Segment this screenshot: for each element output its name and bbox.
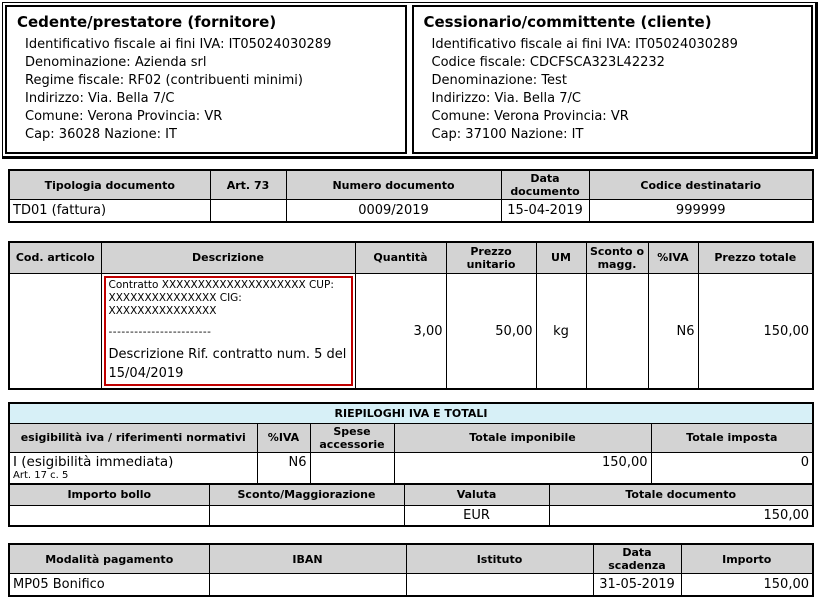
customer-city: Comune: Verona Provincia: VR <box>431 109 629 124</box>
description-text: Descrizione Rif. contratto num. 5 del 15/04/2019 <box>108 347 347 381</box>
header-sconto-magg: Sconto o magg. <box>586 242 648 274</box>
supplier-zip-country: Cap: 36028 Nazione: IT <box>25 127 177 142</box>
cell-sconto-magg <box>586 274 648 390</box>
header-importo: Importo <box>681 544 813 574</box>
customer-denomination: Denominazione: Test <box>431 73 567 88</box>
description-highlight-box <box>104 276 353 386</box>
esigibilita-text: I (esigibilità immediata) <box>13 453 174 470</box>
header-um: UM <box>536 242 586 274</box>
header-valuta: Valuta <box>404 484 549 505</box>
cell-totale-imposta: 0 <box>651 452 813 484</box>
cell-cod-articolo <box>9 274 101 390</box>
header-importo-bollo: Importo bollo <box>9 484 209 505</box>
cell-data-documento: 15-04-2019 <box>501 200 589 222</box>
cell-totale-documento: 150,00 <box>549 505 813 526</box>
description-contract-line: Contratto XXXXXXXXXXXXXXXXXXXX CUP: XXXXXXXXXXXXXXX CIG: XXXXXXXXXXXXXXX <box>108 279 334 317</box>
cell-um: kg <box>536 274 586 390</box>
summary-data-row <box>9 452 813 484</box>
supplier-city: Comune: Verona Provincia: VR <box>25 109 223 124</box>
cell-importo-bollo <box>9 505 209 526</box>
header-tipologia-documento: Tipologia documento <box>9 170 210 200</box>
customer-fiscal-code: Codice fiscale: CDCFSCA323L42232 <box>431 55 665 70</box>
customer-zip-country: Cap: 37100 Nazione: IT <box>431 127 584 142</box>
supplier-denomination: Denominazione: Azienda srl <box>25 55 207 70</box>
customer-box <box>412 5 814 154</box>
customer-address: Indirizzo: Via. Bella 7/C <box>431 91 581 106</box>
payment-data-row <box>9 574 813 596</box>
document-info-header-row <box>9 170 813 200</box>
description-separator: ------------------------ <box>108 326 212 338</box>
totals-data-row <box>9 505 813 526</box>
summary-title-row <box>9 403 813 423</box>
header-iban: IBAN <box>209 544 406 574</box>
riferimento-normativo-text: Art. 17 c. 5 <box>13 469 69 481</box>
supplier-box <box>5 5 407 154</box>
cell-tipologia-documento: TD01 (fattura) <box>9 200 210 222</box>
cell-importo: 150,00 <box>681 574 813 596</box>
cell-codice-destinatario: 999999 <box>589 200 813 222</box>
line-items-header-row <box>9 242 813 274</box>
header-codice-destinatario: Codice destinatario <box>589 170 813 200</box>
line-item-row <box>9 274 813 390</box>
cell-valuta: EUR <box>404 505 549 526</box>
header-spese-accessorie: Spese accessorie <box>310 423 394 452</box>
header-prezzo-unitario: Prezzo unitario <box>446 242 536 274</box>
cell-iban <box>209 574 406 596</box>
header-totale-imponibile: Totale imponibile <box>394 423 651 452</box>
header-modalita-pagamento: Modalità pagamento <box>9 544 209 574</box>
cell-data-scadenza: 31-05-2019 <box>593 574 681 596</box>
header-istituto: Istituto <box>406 544 593 574</box>
header-totale-imposta: Totale imposta <box>651 423 813 452</box>
line-items-table <box>8 241 814 391</box>
parties-section <box>2 2 818 159</box>
header-totale-documento: Totale documento <box>549 484 813 505</box>
document-totals-table <box>8 483 814 527</box>
cell-prezzo-totale: 150,00 <box>698 274 813 390</box>
totals-header-row <box>9 484 813 505</box>
cell-art-73 <box>210 200 286 222</box>
summary-title: RIEPILOGHI IVA E TOTALI <box>9 403 813 423</box>
header-esigibilita-iva: esigibilità iva / riferimenti normativi <box>9 423 257 452</box>
header-perc-iva: %IVA <box>648 242 698 274</box>
cell-quantita: 3,00 <box>355 274 446 390</box>
payment-table <box>8 543 814 597</box>
cell-descrizione <box>101 274 355 390</box>
vat-summary-table <box>8 402 814 485</box>
supplier-vat-id: Identificativo fiscale ai fini IVA: IT05024030289 <box>25 37 332 52</box>
header-prezzo-totale: Prezzo totale <box>698 242 813 274</box>
customer-vat-id: Identificativo fiscale ai fini IVA: IT05024030289 <box>431 37 738 52</box>
supplier-address: Indirizzo: Via. Bella 7/C <box>25 91 175 106</box>
cell-totale-imponibile: 150,00 <box>394 452 651 484</box>
cell-istituto <box>406 574 593 596</box>
cell-esigibilita-iva <box>9 452 257 484</box>
supplier-tax-regime: Regime fiscale: RF02 (contribuenti minimi) <box>25 73 303 88</box>
document-info-row <box>9 200 813 222</box>
header-summary-perc-iva: %IVA <box>257 423 310 452</box>
cell-summary-perc-iva: N6 <box>257 452 310 484</box>
header-numero-documento: Numero documento <box>286 170 501 200</box>
cell-numero-documento: 0009/2019 <box>286 200 501 222</box>
supplier-title: Cedente/prestatore (fornitore) <box>17 13 277 31</box>
header-data-documento: Data documento <box>501 170 589 200</box>
cell-modalita-pagamento: MP05 Bonifico <box>9 574 209 596</box>
header-data-scadenza: Data scadenza <box>593 544 681 574</box>
cell-perc-iva: N6 <box>648 274 698 390</box>
cell-sconto-maggiorazione <box>209 505 404 526</box>
summary-header-row <box>9 423 813 452</box>
header-quantita: Quantità <box>355 242 446 274</box>
header-cod-articolo: Cod. articolo <box>9 242 101 274</box>
payment-header-row <box>9 544 813 574</box>
cell-prezzo-unitario: 50,00 <box>446 274 536 390</box>
header-art-73: Art. 73 <box>210 170 286 200</box>
header-sconto-maggiorazione: Sconto/Maggiorazione <box>209 484 404 505</box>
header-descrizione: Descrizione <box>101 242 355 274</box>
cell-spese-accessorie <box>310 452 394 484</box>
document-info-table <box>8 169 814 223</box>
customer-title: Cessionario/committente (cliente) <box>423 13 712 31</box>
